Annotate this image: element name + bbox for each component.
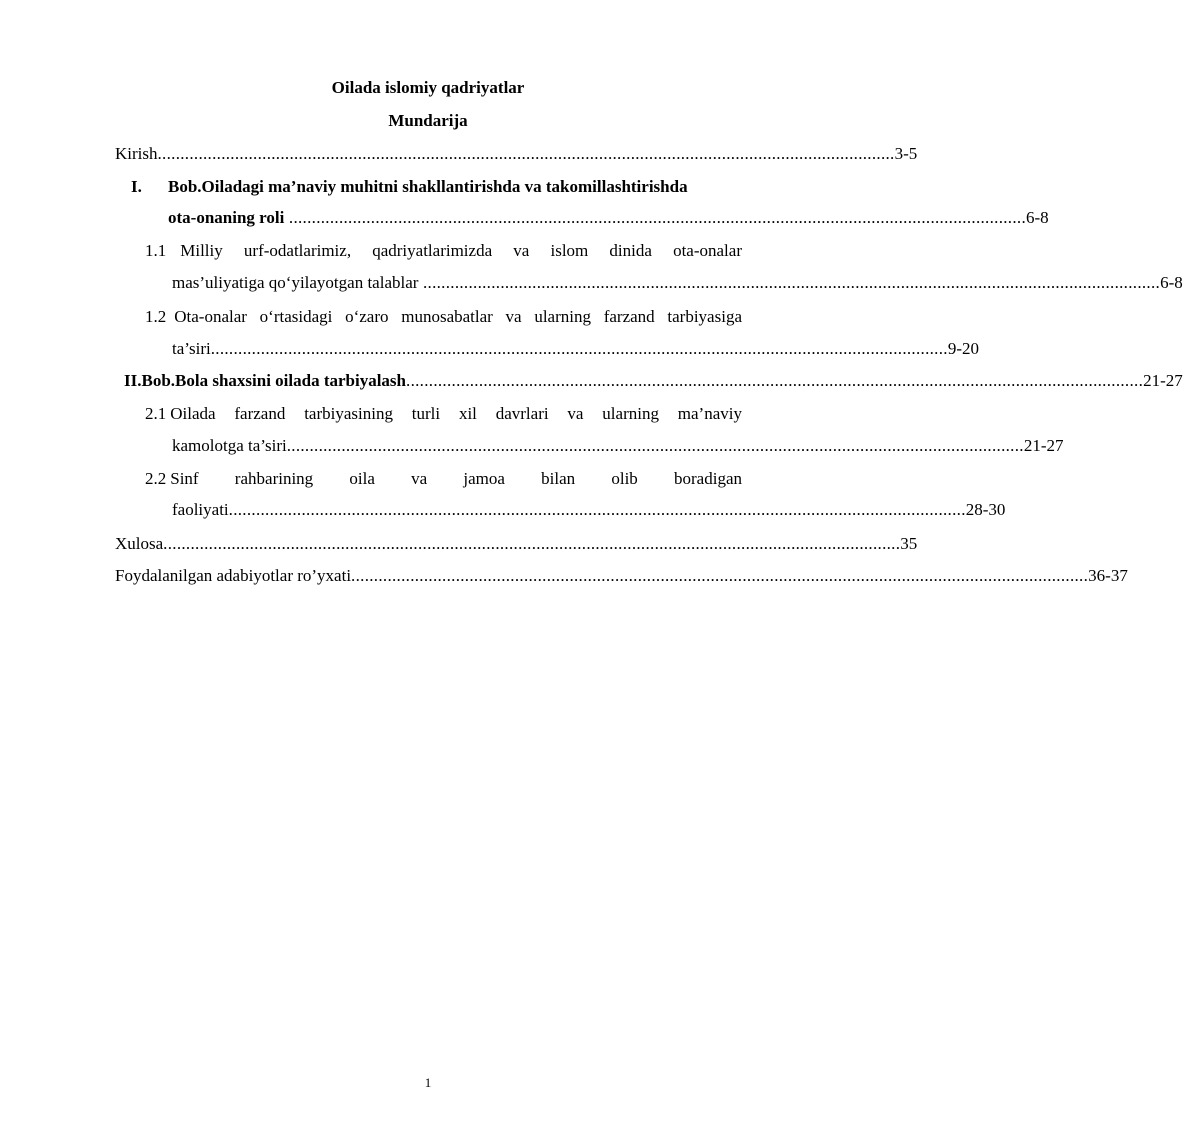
toc-entry-chapter-1-cont[interactable] <box>168 208 1049 228</box>
toc-entry-section-2-1[interactable] <box>145 404 742 424</box>
toc-entry-pages: 21-27 <box>1143 371 1183 390</box>
toc-entry-pages: 9-20 <box>947 339 979 358</box>
toc-entry-intro[interactable] <box>115 144 918 164</box>
toc-entry-label: Oilada farzand tarbiyasining turli xil davrlari va ularning ma’naviy <box>170 404 742 423</box>
toc-entry-pages: 21-27 <box>1023 436 1064 455</box>
toc-entry-section-1-2[interactable] <box>145 307 742 327</box>
section-number: 2.1 <box>145 404 167 423</box>
toc-entry-section-1-2-cont[interactable] <box>172 339 979 359</box>
toc-entry-label: Bob.Bola shaxsini oilada tarbiyalash <box>141 371 407 390</box>
document-title: Oilada islomiy qadriyatlar <box>331 78 525 97</box>
toc-entry-label: mas’uliyatiga qo‘yilayotgan talablar <box>172 273 419 292</box>
page-number: 1 <box>424 1075 432 1090</box>
toc-entry-pages: 6-8 <box>1160 273 1183 292</box>
toc-heading: Mundarija <box>388 111 468 130</box>
toc-entry-label: Ota-onalar o‘rtasidagi o‘zaro munosabatlar va ularning farzand tarbiyasiga <box>174 307 742 326</box>
toc-entry-label: Milliy urf-odatlarimiz, qadriyatlarimizda va islom dinida ota-onalar <box>180 241 742 260</box>
toc-entry-label: Bob.Oiladagi ma’naviy muhitni shakllantirishda va takomillashtirishda <box>168 177 688 196</box>
toc-entry-section-1-1-cont[interactable] <box>172 273 1183 293</box>
toc-entry-label: faoliyati <box>172 500 229 519</box>
toc-entry-pages: 35 <box>900 534 918 553</box>
toc-entry-label: Sinf rahbarining oila va jamoa bilan olib boradigan <box>170 469 742 488</box>
toc-entry-pages: 6-8 <box>1026 208 1049 227</box>
section-number: 1.2 <box>145 307 167 326</box>
toc-entry-chapter-2[interactable] <box>124 371 1183 391</box>
toc-entry-section-2-1-cont[interactable] <box>172 436 1064 456</box>
chapter-numeral: II. <box>124 371 142 390</box>
toc-entry-conclusion[interactable] <box>115 534 918 554</box>
toc-entry-label: kamolotga ta’siri <box>172 436 287 455</box>
toc-entry-label: Kirish <box>115 144 158 163</box>
toc-entry-label: ta’siri <box>172 339 211 358</box>
toc-entry-chapter-1[interactable] <box>131 177 742 197</box>
toc-entry-label: Xulosa <box>115 534 164 553</box>
toc-entry-label: Foydalanilgan adabiyotlar ro’yxati <box>115 566 352 585</box>
leader-dots: .................................................................................................................................................................. <box>351 566 1089 585</box>
toc-entry-references[interactable] <box>115 566 1128 586</box>
leader-dots: .................................................................................................................................................................. <box>228 500 966 519</box>
leader-dots: .................................................................................................................................................................. <box>210 339 948 358</box>
toc-entry-pages: 36-37 <box>1088 566 1128 585</box>
leader-dots: .................................................................................................................................................................. <box>286 436 1024 455</box>
toc-entry-section-2-2[interactable] <box>145 469 742 489</box>
leader-dots: .................................................................................................................................................................. <box>284 208 1026 227</box>
section-number: 2.2 <box>145 469 167 488</box>
leader-dots: .................................................................................................................................................................. <box>163 534 901 553</box>
leader-dots: .................................................................................................................................................................. <box>418 273 1161 292</box>
leader-dots: .................................................................................................................................................................. <box>157 144 895 163</box>
toc-entry-section-1-1[interactable] <box>145 241 742 261</box>
leader-dots: .................................................................................................................................................................. <box>406 371 1144 390</box>
toc-entry-label: ota-onaning roli <box>168 208 285 227</box>
toc-entry-section-2-2-cont[interactable] <box>172 500 1006 520</box>
toc-entry-pages: 3-5 <box>894 144 918 163</box>
chapter-numeral: I. <box>131 177 142 196</box>
section-number: 1.1 <box>145 241 167 260</box>
toc-entry-pages: 28-30 <box>965 500 1006 519</box>
